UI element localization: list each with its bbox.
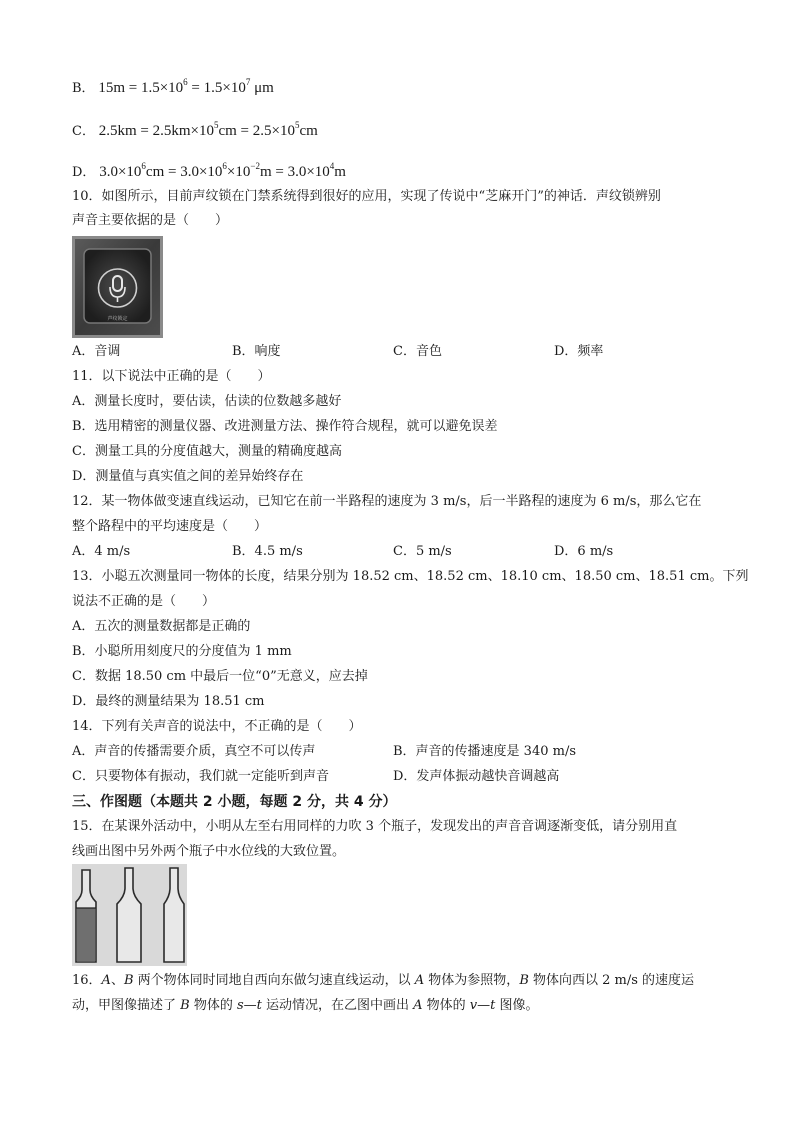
q13-option-d: D．最终的测量结果为 18.51 cm	[72, 694, 265, 709]
text: —	[243, 998, 257, 1013]
q11-option-c: C．测量工具的分度值越大，测量的精确度越高	[72, 444, 342, 459]
q10-option-a: A．音调	[72, 344, 121, 359]
expr-part: 15m = 1.5×10	[98, 80, 184, 96]
lock-icon-caption: 声纹锁定	[107, 316, 128, 322]
var-v: v	[469, 998, 478, 1013]
q11-option-b: B．选用精密的测量仪器、改进测量方法、操作符合规程，就可以避免误差	[72, 419, 498, 434]
q12-options	[72, 543, 722, 561]
option-label: C．	[72, 124, 95, 139]
q14-stem: 14．下列有关声音的说法中，不正确的是（ ）	[72, 719, 362, 734]
q12-stem-line1: 12．某一物体做变速直线运动，已知它在前一半路程的速度为 3 m/s，后一半路程的速度为 6 m/s，那么它在	[72, 494, 702, 509]
q11-stem: 11．以下说法中正确的是（ ）	[72, 369, 271, 384]
text: 两个物体同时同地自西向东做匀速直线运动，以	[133, 973, 415, 988]
var-t: t	[256, 998, 262, 1013]
q14-option-c: C．只要物体有振动，我们就一定能听到声音	[72, 769, 329, 784]
var-a: A	[414, 973, 425, 988]
text: 16．	[72, 973, 102, 988]
exponent: 6	[183, 77, 188, 87]
q12-option-c: C．5 m/s	[393, 544, 452, 559]
q14-option-b: B．声音的传播速度是 340 m/s	[393, 744, 577, 759]
q16-stem-line1	[72, 972, 694, 990]
q12-option-a: A．4 m/s	[72, 544, 131, 559]
q9-option-b	[72, 73, 274, 98]
voiceprint-lock-image	[72, 236, 163, 338]
q14-options-row2	[72, 768, 722, 786]
exponent: 6	[141, 161, 146, 171]
section-heading: 三、作图题（本题共 2 小题，每题 2 分，共 4 分）	[72, 794, 397, 810]
var-a: A	[413, 998, 423, 1013]
q13-option-c: C．数据 18.50 cm 中最后一位“0”无意义，应去掉	[72, 669, 368, 684]
expr-part: 3.0×10	[99, 164, 142, 180]
exponent: 6	[222, 161, 227, 171]
exponent: −2	[250, 161, 260, 171]
bottles-figure	[72, 864, 187, 966]
q10-option-c: C．音色	[393, 344, 442, 359]
q10-option-d: D．频率	[554, 344, 604, 359]
text: 物体为参照物，	[424, 973, 520, 988]
text: 、	[110, 973, 124, 988]
q10-options	[72, 343, 722, 361]
expr-part: ×10	[226, 164, 251, 180]
text: 动，甲图像描述了	[72, 998, 181, 1013]
expr-part: m	[334, 164, 346, 180]
bottles-image	[72, 864, 187, 966]
q16-stem-line2	[72, 997, 539, 1015]
exponent: 4	[329, 161, 335, 171]
q14-option-a: A．声音的传播需要介质，真空不可以传声	[72, 744, 316, 759]
var-s: s	[236, 998, 244, 1013]
text: —	[477, 998, 491, 1013]
q9-option-c	[72, 116, 318, 141]
q12-option-d: D．6 m/s	[554, 544, 614, 559]
q9-option-d	[72, 157, 346, 182]
q10-option-b: B．响度	[232, 344, 281, 359]
var-a: A	[101, 973, 111, 988]
q14-option-d: D．发声体振动越快音调越高	[393, 769, 560, 784]
exponent: 5	[294, 120, 300, 130]
var-b: B	[180, 998, 190, 1013]
expr-part: cm	[299, 123, 318, 139]
voiceprint-lock-icon	[72, 236, 163, 338]
q10-stem-line1: 10．如图所示，目前声纹锁在门禁系统得到很好的应用，实现了传说中“芝麻开门”的神话．声纹锁辨别	[72, 189, 661, 204]
q12-stem-line2: 整个路程中的平均速度是（ ）	[72, 519, 268, 534]
q11-option-d: D．测量值与真实值之间的差异始终存在	[72, 469, 304, 484]
q14-options-row1	[72, 743, 722, 761]
q11-option-a: A．测量长度时，要估读，估读的位数越多越好	[72, 394, 342, 409]
var-b: B	[519, 973, 529, 988]
exponent: 5	[213, 120, 219, 130]
var-t: t	[490, 998, 496, 1013]
option-label: D．	[72, 165, 96, 180]
q10-stem-line2: 声音主要依据的是（ ）	[72, 213, 229, 228]
expr-part: 2.5km = 2.5km×10	[98, 123, 214, 139]
q12-option-b: B．4.5 m/s	[232, 544, 303, 559]
exponent: 7	[245, 77, 251, 87]
option-label: B．	[72, 81, 95, 96]
q15-stem-line2: 线画出图中另外两个瓶子中水位线的大致位置。	[72, 844, 346, 859]
expr-part: cm = 3.0×10	[145, 164, 223, 180]
text: 图像。	[495, 998, 539, 1013]
expr-part: = 1.5×10	[187, 80, 246, 96]
q13-stem-line2: 说法不正确的是（ ）	[72, 594, 216, 609]
q13-option-b: B．小聪所用刻度尺的分度值为 1 mm	[72, 644, 292, 659]
expr-part: μm	[250, 80, 274, 96]
q13-stem-line1: 13．小聪五次测量同一物体的长度，结果分别为 18.52 cm、18.52 cm、18.10 cm、18.50 cm、18.51 cm。下列	[72, 569, 749, 584]
expr-part: m = 3.0×10	[259, 164, 330, 180]
q15-stem-line1: 15．在某课外活动中，小明从左至右用同样的力吹 3 个瓶子，发现发出的声音音调逐渐变低，请分别用直	[72, 819, 678, 834]
text: 运动情况，在乙图中画出	[261, 998, 414, 1013]
text: 物体的	[189, 998, 237, 1013]
var-b: B	[123, 973, 134, 988]
expr-part: cm = 2.5×10	[218, 123, 295, 139]
q13-option-a: A．五次的测量数据都是正确的	[72, 619, 251, 634]
text: 物体向西以 2 m/s 的速度运	[528, 973, 695, 988]
text: 物体的	[422, 998, 470, 1013]
